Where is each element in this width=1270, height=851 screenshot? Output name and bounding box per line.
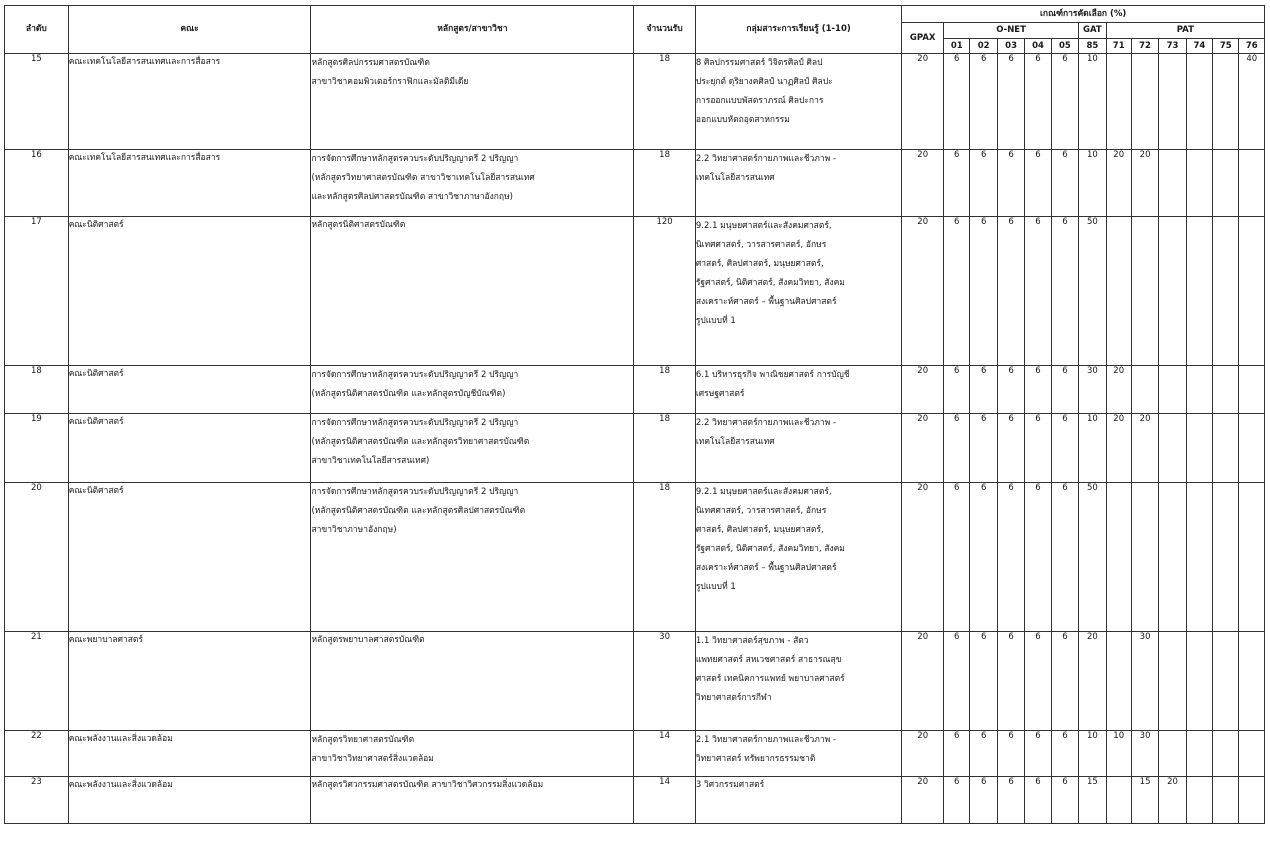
header-pat-74: 74 <box>1186 39 1212 54</box>
onet-04-cell: 6 <box>1025 777 1051 824</box>
pat-72-cell: 20 <box>1131 414 1158 483</box>
group-line: 8 ศิลปกรรมศาสตร์ วิจิตรศิลป์ ศิลป <box>695 58 823 68</box>
pat-76-cell: 40 <box>1239 54 1265 150</box>
header-pat-71: 71 <box>1106 39 1131 54</box>
group-line: 2.2 วิทยาศาสตร์กายภาพและชีวภาพ - <box>695 154 837 164</box>
pat-73-cell <box>1159 731 1186 777</box>
gat-85-cell: 10 <box>1079 150 1106 217</box>
pat-76-cell <box>1239 777 1265 824</box>
row-number: 23 <box>5 777 69 824</box>
program-cell <box>311 632 634 731</box>
header-pat: PAT <box>1106 23 1264 39</box>
group-line: เทคโนโลยีสารสนเทศ <box>695 173 775 183</box>
header-onet-02: 02 <box>970 39 997 54</box>
onet-03-cell: 6 <box>997 54 1024 150</box>
header-gat: GAT <box>1079 23 1106 39</box>
pat-72-cell <box>1131 366 1158 414</box>
row-number: 20 <box>5 483 69 632</box>
onet-04-cell: 6 <box>1025 731 1051 777</box>
faculty-cell: คณะนิติศาสตร์ <box>68 217 311 366</box>
table-row <box>5 217 1265 366</box>
gat-85-cell: 10 <box>1079 731 1106 777</box>
group-line: ศาสตร์, ศิลปศาสตร์, มนุษยศาสตร์, <box>695 525 824 535</box>
pat-71-cell <box>1106 483 1131 632</box>
group-line: แพทยศาสตร์ สหเวชศาสตร์ สาธารณสุข <box>695 655 842 665</box>
onet-05-cell: 6 <box>1051 777 1078 824</box>
onet-04-cell: 6 <box>1025 217 1051 366</box>
pat-74-cell <box>1186 366 1212 414</box>
row-number: 22 <box>5 731 69 777</box>
onet-01-cell: 6 <box>944 150 970 217</box>
program-line: สาขาวิชาวิทยาศาสตร์สิ่งแวดล้อม <box>311 754 434 764</box>
pat-76-cell <box>1239 150 1265 217</box>
onet-01-cell: 6 <box>944 632 970 731</box>
group-line: รัฐศาสตร์, นิติศาสตร์, สังคมวิทยา, สังคม <box>695 544 845 554</box>
row-number: 17 <box>5 217 69 366</box>
program-line: หลักสูตรวิศวกรรมศาสตรบัณฑิต สาขาวิชาวิศวกรรมสิ่งแวดล้อม <box>311 780 544 790</box>
program-line: หลักสูตรนิติศาสตรบัณฑิต <box>311 220 406 230</box>
program-line: (หลักสูตรนิติศาสตรบัณฑิต และหลักสูตรศิลปศาสตรบัณฑิต <box>311 506 526 516</box>
header-learning-group: กลุ่มสาระการเรียนรู้ (1-10) <box>695 6 901 54</box>
pat-75-cell <box>1213 366 1239 414</box>
program-line: สาขาวิชาเทคโนโลยีสารสนเทศ) <box>311 456 430 466</box>
onet-02-cell: 6 <box>970 366 997 414</box>
row-number: 21 <box>5 632 69 731</box>
pat-75-cell <box>1213 731 1239 777</box>
group-line: 3 วิศวกรรมศาสตร์ <box>695 780 765 790</box>
learning-group-cell <box>695 414 901 483</box>
onet-02-cell: 6 <box>970 632 997 731</box>
learning-group-cell <box>695 483 901 632</box>
pat-74-cell <box>1186 150 1212 217</box>
faculty-cell: คณะเทคโนโลยีสารสนเทศและการสื่อสาร <box>68 150 311 217</box>
pat-72-cell <box>1131 217 1158 366</box>
group-line: 2.1 วิทยาศาสตร์กายภาพและชีวภาพ - <box>695 735 837 745</box>
faculty-cell: คณะเทคโนโลยีสารสนเทศและการสื่อสาร <box>68 54 311 150</box>
pat-76-cell <box>1239 483 1265 632</box>
group-line: วิทยาศาสตร์ ทรัพยากรธรรมชาติ <box>695 754 816 764</box>
onet-03-cell: 6 <box>997 777 1024 824</box>
gpax-cell: 20 <box>902 217 944 366</box>
onet-03-cell: 6 <box>997 150 1024 217</box>
onet-03-cell: 6 <box>997 366 1024 414</box>
pat-73-cell <box>1159 632 1186 731</box>
header-pat-72: 72 <box>1131 39 1158 54</box>
quota-cell: 18 <box>634 483 696 632</box>
pat-75-cell <box>1213 150 1239 217</box>
gpax-cell: 20 <box>902 632 944 731</box>
quota-cell: 18 <box>634 366 696 414</box>
header-onet-03: 03 <box>997 39 1024 54</box>
gat-85-cell: 15 <box>1079 777 1106 824</box>
onet-05-cell: 6 <box>1051 483 1078 632</box>
onet-04-cell: 6 <box>1025 483 1051 632</box>
row-number: 16 <box>5 150 69 217</box>
header-quota: จำนวนรับ <box>634 6 696 54</box>
group-line: เศรษฐศาสตร์ <box>695 389 745 399</box>
gpax-cell: 20 <box>902 54 944 150</box>
program-line: สาขาวิชาคอมพิวเตอร์กราฟิกและมัลติมีเดีย <box>311 77 469 87</box>
group-line: 9.2.1 มนุษยศาสตร์และสังคมศาสตร์, <box>695 221 832 231</box>
table-row <box>5 731 1265 777</box>
onet-01-cell: 6 <box>944 483 970 632</box>
pat-71-cell: 10 <box>1106 731 1131 777</box>
header-onet-01: 01 <box>944 39 970 54</box>
quota-cell: 18 <box>634 150 696 217</box>
pat-73-cell <box>1159 483 1186 632</box>
header-gat-85: 85 <box>1079 39 1106 54</box>
group-line: นิเทศศาสตร์, วารสารศาสตร์, อักษร <box>695 506 827 516</box>
pat-76-cell <box>1239 414 1265 483</box>
group-line: ประยุกต์ ดุริยางคศิลป์ นาฏศิลป์ ศิลปะ <box>695 77 833 87</box>
admission-criteria-table <box>4 5 1265 824</box>
onet-04-cell: 6 <box>1025 366 1051 414</box>
onet-05-cell: 6 <box>1051 366 1078 414</box>
program-cell <box>311 777 634 824</box>
pat-75-cell <box>1213 414 1239 483</box>
onet-03-cell: 6 <box>997 731 1024 777</box>
quota-cell: 30 <box>634 632 696 731</box>
onet-04-cell: 6 <box>1025 54 1051 150</box>
onet-05-cell: 6 <box>1051 54 1078 150</box>
program-line: หลักสูตรศิลปกรรมศาสตรบัณฑิต <box>311 58 430 68</box>
program-line: (หลักสูตรวิทยาศาสตรบัณฑิต สาขาวิชาเทคโนโลยีสารสนเทศ <box>311 173 535 183</box>
faculty-cell: คณะพยาบาลศาสตร์ <box>68 632 311 731</box>
onet-02-cell: 6 <box>970 777 997 824</box>
onet-02-cell: 6 <box>970 54 997 150</box>
learning-group-cell <box>695 731 901 777</box>
onet-05-cell: 6 <box>1051 217 1078 366</box>
gat-85-cell: 30 <box>1079 366 1106 414</box>
pat-76-cell <box>1239 731 1265 777</box>
pat-72-cell: 15 <box>1131 777 1158 824</box>
pat-71-cell: 20 <box>1106 366 1131 414</box>
header-gpax: GPAX <box>902 23 944 54</box>
group-line: นิเทศศาสตร์, วารสารศาสตร์, อักษร <box>695 240 827 250</box>
table-header <box>5 6 1265 54</box>
learning-group-cell <box>695 777 901 824</box>
table-row <box>5 54 1265 150</box>
program-cell <box>311 217 634 366</box>
faculty-cell: คณะนิติศาสตร์ <box>68 366 311 414</box>
onet-03-cell: 6 <box>997 414 1024 483</box>
onet-02-cell: 6 <box>970 150 997 217</box>
gat-85-cell: 20 <box>1079 632 1106 731</box>
onet-01-cell: 6 <box>944 217 970 366</box>
header-faculty: คณะ <box>68 6 311 54</box>
pat-71-cell <box>1106 217 1131 366</box>
pat-74-cell <box>1186 483 1212 632</box>
gpax-cell: 20 <box>902 414 944 483</box>
program-line: (หลักสูตรนิติศาสตรบัณฑิต และหลักสูตรวิทยาศาสตรบัณฑิต <box>311 437 530 447</box>
table-body <box>5 54 1265 824</box>
learning-group-cell <box>695 632 901 731</box>
header-selection-criteria: เกณฑ์การคัดเลือก (%) <box>902 6 1265 23</box>
row-number: 19 <box>5 414 69 483</box>
group-line: รูปแบบที่ 1 <box>695 316 736 326</box>
gpax-cell: 20 <box>902 731 944 777</box>
table-row <box>5 632 1265 731</box>
onet-01-cell: 6 <box>944 731 970 777</box>
table-row <box>5 414 1265 483</box>
group-line: 9.2.1 มนุษยศาสตร์และสังคมศาสตร์, <box>695 487 832 497</box>
onet-01-cell: 6 <box>944 54 970 150</box>
onet-03-cell: 6 <box>997 632 1024 731</box>
program-line: หลักสูตรวิทยาศาสตรบัณฑิต <box>311 735 415 745</box>
group-line: สงเคราะห์ศาสตร์ – พื้นฐานศิลปศาสตร์ <box>695 297 837 307</box>
program-line: สาขาวิชาภาษาอังกฤษ) <box>311 525 397 535</box>
program-line: (หลักสูตรนิติศาสตรบัณฑิต และหลักสูตรบัญชีบัณฑิต) <box>311 389 506 399</box>
onet-04-cell: 6 <box>1025 632 1051 731</box>
gpax-cell: 20 <box>902 150 944 217</box>
quota-cell: 18 <box>634 54 696 150</box>
program-cell <box>311 414 634 483</box>
program-line: และหลักสูตรศิลปศาสตรบัณฑิต สาขาวิชาภาษาอังกฤษ) <box>311 192 514 202</box>
program-cell <box>311 54 634 150</box>
pat-75-cell <box>1213 777 1239 824</box>
faculty-cell: คณะนิติศาสตร์ <box>68 414 311 483</box>
table-row <box>5 366 1265 414</box>
pat-72-cell <box>1131 483 1158 632</box>
faculty-cell: คณะพลังงานและสิ่งแวดล้อม <box>68 777 311 824</box>
pat-76-cell <box>1239 632 1265 731</box>
onet-01-cell: 6 <box>944 777 970 824</box>
pat-71-cell <box>1106 54 1131 150</box>
quota-cell: 18 <box>634 414 696 483</box>
onet-02-cell: 6 <box>970 483 997 632</box>
pat-74-cell <box>1186 632 1212 731</box>
pat-73-cell <box>1159 366 1186 414</box>
group-line: ศาสตร์, ศิลปศาสตร์, มนุษยศาสตร์, <box>695 259 824 269</box>
onet-05-cell: 6 <box>1051 632 1078 731</box>
pat-73-cell: 20 <box>1159 777 1186 824</box>
row-number: 18 <box>5 366 69 414</box>
pat-74-cell <box>1186 731 1212 777</box>
pat-75-cell <box>1213 54 1239 150</box>
pat-72-cell: 30 <box>1131 632 1158 731</box>
program-cell <box>311 731 634 777</box>
group-line: เทคโนโลยีสารสนเทศ <box>695 437 775 447</box>
group-line: วิทยาศาสตร์การกีฬา <box>695 693 772 703</box>
program-line: หลักสูตรพยาบาลศาสตรบัณฑิต <box>311 635 425 645</box>
group-line: สงเคราะห์ศาสตร์ – พื้นฐานศิลปศาสตร์ <box>695 563 837 573</box>
group-line: รูปแบบที่ 1 <box>695 582 736 592</box>
pat-76-cell <box>1239 366 1265 414</box>
pat-74-cell <box>1186 54 1212 150</box>
header-onet-04: 04 <box>1025 39 1051 54</box>
row-number: 15 <box>5 54 69 150</box>
pat-72-cell <box>1131 54 1158 150</box>
learning-group-cell <box>695 54 901 150</box>
header-onet: O-NET <box>944 23 1079 39</box>
pat-74-cell <box>1186 217 1212 366</box>
program-line: การจัดการศึกษาหลักสูตรควบระดับปริญญาตรี 2 ปริญญา <box>311 418 519 428</box>
onet-02-cell: 6 <box>970 414 997 483</box>
onet-02-cell: 6 <box>970 217 997 366</box>
group-line: 6.1 บริหารธุรกิจ พาณิชยศาสตร์ การบัญชี <box>695 370 850 380</box>
table-row <box>5 150 1265 217</box>
gpax-cell: 20 <box>902 777 944 824</box>
group-line: ศาสตร์ เทคนิคการแพทย์ พยาบาลศาสตร์ <box>695 674 845 684</box>
header-pat-76: 76 <box>1239 39 1265 54</box>
onet-02-cell: 6 <box>970 731 997 777</box>
header-pat-75: 75 <box>1213 39 1239 54</box>
group-line: 1.1 วิทยาศาสตร์สุขภาพ - สัตว <box>695 636 809 646</box>
pat-71-cell: 20 <box>1106 414 1131 483</box>
quota-cell: 120 <box>634 217 696 366</box>
pat-73-cell <box>1159 414 1186 483</box>
group-line: ออกแบบหัตถอุตสาหกรรม <box>695 115 790 125</box>
onet-01-cell: 6 <box>944 366 970 414</box>
pat-75-cell <box>1213 217 1239 366</box>
onet-03-cell: 6 <box>997 483 1024 632</box>
header-pat-73: 73 <box>1159 39 1186 54</box>
header-onet-05: 05 <box>1051 39 1078 54</box>
program-cell <box>311 366 634 414</box>
learning-group-cell <box>695 150 901 217</box>
gat-85-cell: 10 <box>1079 414 1106 483</box>
pat-75-cell <box>1213 632 1239 731</box>
gat-85-cell: 50 <box>1079 217 1106 366</box>
learning-group-cell <box>695 217 901 366</box>
group-line: รัฐศาสตร์, นิติศาสตร์, สังคมวิทยา, สังคม <box>695 278 845 288</box>
pat-76-cell <box>1239 217 1265 366</box>
pat-71-cell: 20 <box>1106 150 1131 217</box>
pat-71-cell <box>1106 777 1131 824</box>
group-line: 2.2 วิทยาศาสตร์กายภาพและชีวภาพ - <box>695 418 837 428</box>
gat-85-cell: 50 <box>1079 483 1106 632</box>
quota-cell: 14 <box>634 731 696 777</box>
onet-05-cell: 6 <box>1051 150 1078 217</box>
faculty-cell: คณะนิติศาสตร์ <box>68 483 311 632</box>
header-order: ลำดับ <box>5 6 69 54</box>
faculty-cell: คณะพลังงานและสิ่งแวดล้อม <box>68 731 311 777</box>
pat-72-cell: 30 <box>1131 731 1158 777</box>
program-line: การจัดการศึกษาหลักสูตรควบระดับปริญญาตรี 2 ปริญญา <box>311 487 519 497</box>
onet-05-cell: 6 <box>1051 414 1078 483</box>
pat-74-cell <box>1186 414 1212 483</box>
gat-85-cell: 10 <box>1079 54 1106 150</box>
program-line: การจัดการศึกษาหลักสูตรควบระดับปริญญาตรี 2 ปริญญา <box>311 370 519 380</box>
quota-cell: 14 <box>634 777 696 824</box>
table-row <box>5 483 1265 632</box>
pat-73-cell <box>1159 150 1186 217</box>
program-line: การจัดการศึกษาหลักสูตรควบระดับปริญญาตรี 2 ปริญญา <box>311 154 519 164</box>
program-cell <box>311 483 634 632</box>
onet-03-cell: 6 <box>997 217 1024 366</box>
onet-04-cell: 6 <box>1025 150 1051 217</box>
learning-group-cell <box>695 366 901 414</box>
onet-05-cell: 6 <box>1051 731 1078 777</box>
pat-74-cell <box>1186 777 1212 824</box>
onet-01-cell: 6 <box>944 414 970 483</box>
program-cell <box>311 150 634 217</box>
pat-72-cell: 20 <box>1131 150 1158 217</box>
gpax-cell: 20 <box>902 366 944 414</box>
table-row <box>5 777 1265 824</box>
pat-73-cell <box>1159 217 1186 366</box>
group-line: การออกแบบพัสตราภรณ์ ศิลปะการ <box>695 96 824 106</box>
header-program: หลักสูตร/สาขาวิชา <box>311 6 634 54</box>
pat-73-cell <box>1159 54 1186 150</box>
pat-75-cell <box>1213 483 1239 632</box>
gpax-cell: 20 <box>902 483 944 632</box>
onet-04-cell: 6 <box>1025 414 1051 483</box>
pat-71-cell <box>1106 632 1131 731</box>
